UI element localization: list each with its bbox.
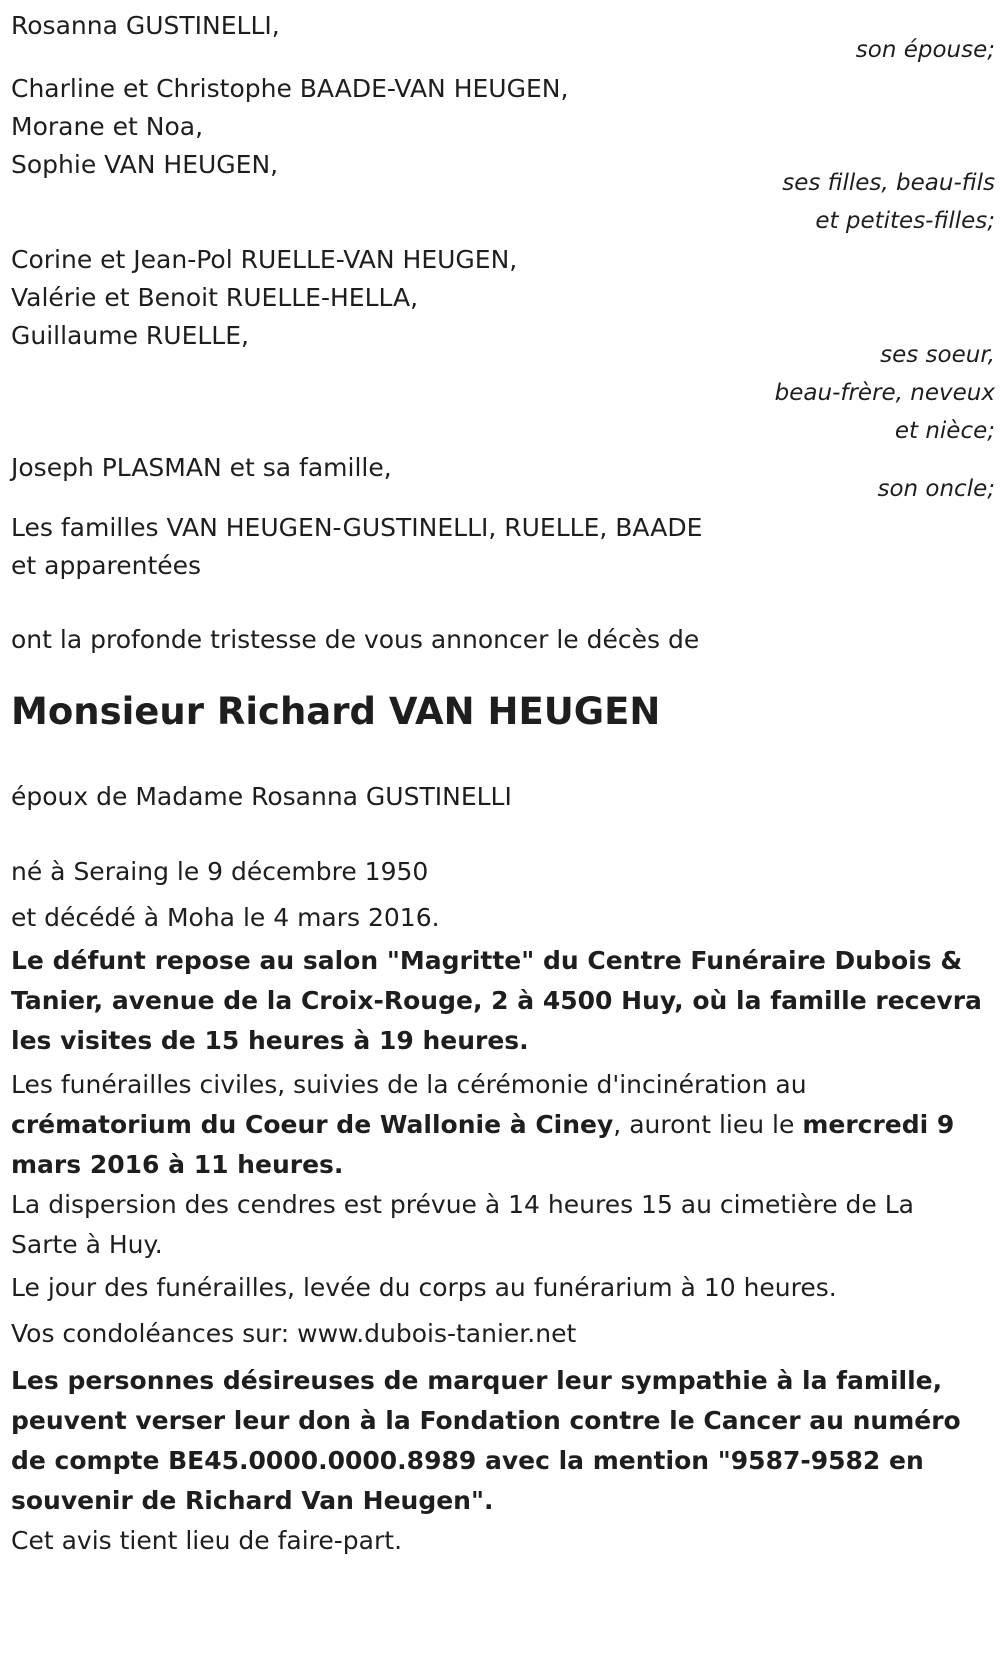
spouse-name: Rosanna GUSTINELLI, [11, 11, 280, 40]
siblings-relation-2: beau-frère, neveux [774, 380, 995, 406]
sibling-line-2: Valérie et Benoit RUELLE-HELLA, [11, 283, 419, 312]
families-line-2: et apparentées [11, 551, 202, 580]
levee-info: Le jour des funérailles, levée du corps au funérarium à 10 heures. [11, 1273, 837, 1302]
uncle-line: Joseph PLASMAN et sa famille, [11, 453, 392, 482]
deceased-name: Monsieur Richard VAN HEUGEN [11, 690, 661, 733]
funeral-info [11, 1065, 986, 1185]
viewing-info: Le défunt repose au salon "Magritte" du Centre Funéraire Dubois & Tanier, avenue de la Croix-Rouge, 2 à 4500 Huy, où la famille recevra les visites de 15 heures à 19 heures. [11, 946, 982, 1055]
siblings-relation-3: et nièce; [894, 418, 995, 444]
announcement: ont la profonde tristesse de vous annoncer le décès de [11, 625, 700, 654]
sibling-line-1: Corine et Jean-Pol RUELLE-VAN HEUGEN, [11, 245, 518, 274]
donation-info: Les personnes désireuses de marquer leur sympathie à la famille, peuvent verser leur don à la Fondation contre le Cancer au numéro de compte BE45.0000.0000.8989 avec la mention "9587-9582 en souvenir de Richard Van Heugen". [11, 1366, 961, 1515]
siblings-relation-1: ses soeur, [880, 342, 995, 368]
spouse-of-line: époux de Madame Rosanna GUSTINELLI [11, 782, 512, 811]
funeral-text-1: Les funérailles civiles, suivies de la cérémonie d'incinération au [11, 1070, 807, 1099]
birth-line: né à Seraing le 9 décembre 1950 [11, 857, 429, 886]
crematorium-name: crématorium du Coeur de Wallonie à Ciney [11, 1110, 614, 1139]
daughter-line-2: Morane et Noa, [11, 112, 204, 141]
daughter-line-3: Sophie VAN HEUGEN, [11, 150, 279, 179]
spouse-relation: son épouse; [855, 37, 995, 63]
death-line: et décédé à Moha le 4 mars 2016. [11, 903, 440, 932]
families-line-1: Les familles VAN HEUGEN-GUSTINELLI, RUELLE, BAADE [11, 513, 703, 542]
funeral-text-2: , auront lieu le [613, 1110, 803, 1139]
condolences-info: Vos condoléances sur: www.dubois-tanier.net [11, 1319, 577, 1348]
funeral-date: mercredi 9 mars 2016 à 11 heures. [11, 1110, 955, 1179]
daughters-relation-1: ses filles, beau-fils [782, 170, 995, 196]
daughters-relation-2: et petites-filles; [815, 208, 995, 234]
uncle-relation: son oncle; [877, 476, 995, 502]
sibling-line-3: Guillaume RUELLE, [11, 321, 249, 350]
closing-note: Cet avis tient lieu de faire-part. [11, 1526, 403, 1555]
dispersion-info: La dispersion des cendres est prévue à 14 heures 15 au cimetière de La Sarte à Huy. [11, 1190, 914, 1259]
daughter-line-1: Charline et Christophe BAADE-VAN HEUGEN, [11, 74, 569, 103]
